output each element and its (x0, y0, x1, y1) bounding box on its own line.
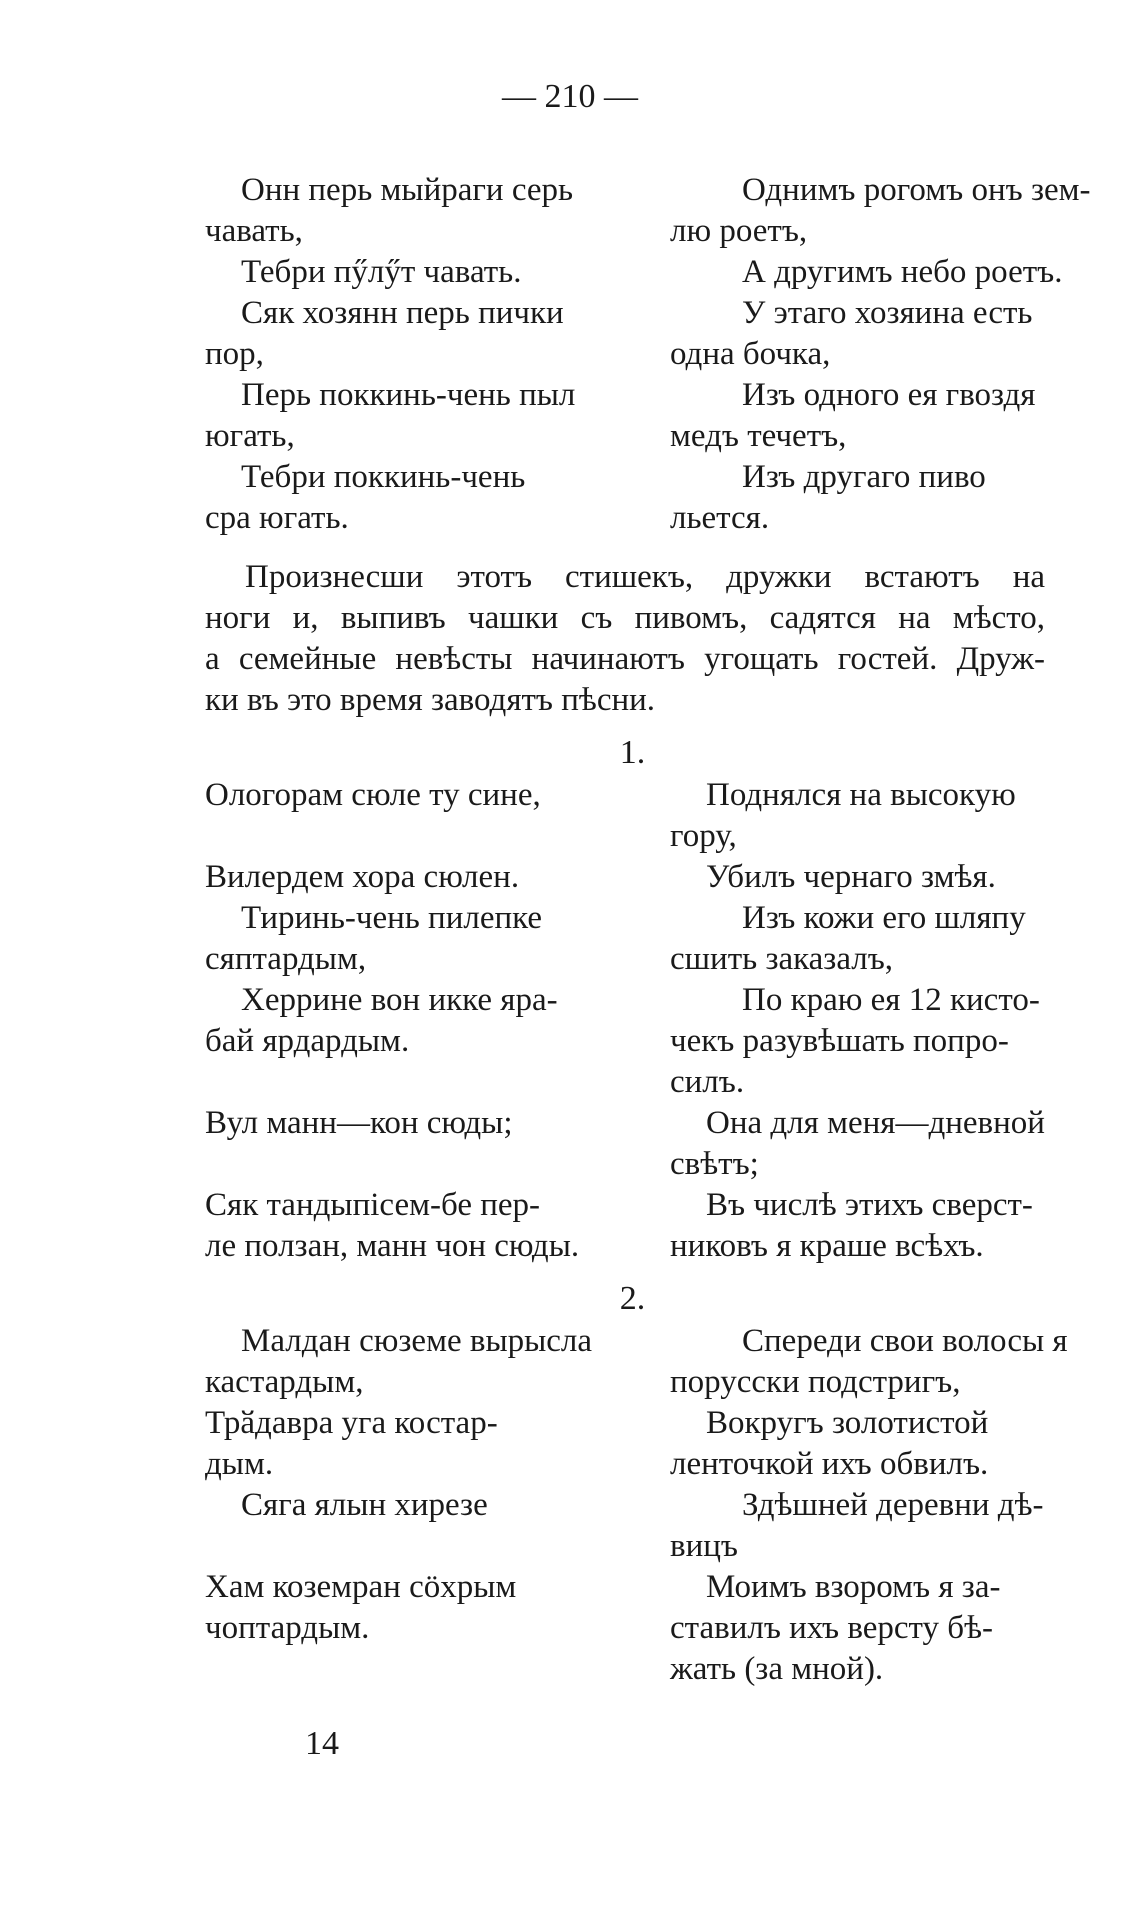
russian-line: А другимъ небо роетъ. (742, 254, 1063, 290)
verse-row (205, 1362, 1060, 1403)
chuvash-line: Ологорам сюле ту сине, (205, 777, 541, 813)
verse-row (205, 416, 1060, 457)
prose-line: а семейные невѣсты начинаютъ угощать гостей. Друж- (205, 641, 1045, 677)
russian-line: Изъ одного ея гвоздя (742, 377, 1036, 413)
verse-row (205, 1649, 1060, 1690)
verse-row (205, 1321, 1068, 1362)
chuvash-line: Перь поккинь-чень пыл (241, 377, 576, 413)
russian-line: Она для меня—дневной (706, 1105, 1045, 1141)
chuvash-line (205, 816, 670, 857)
verse-row (205, 498, 1060, 539)
russian-line: Убилъ чернаго змѣя. (706, 859, 996, 895)
verse-row (205, 1608, 1060, 1649)
russian-line: Однимъ рогомъ онъ зем- (742, 172, 1091, 208)
russian-line: лю роетъ, (670, 213, 808, 249)
chuvash-line: чоптардым. (205, 1610, 370, 1646)
verse-row (205, 1062, 1060, 1103)
russian-line: гору, (670, 818, 737, 854)
russian-line: свѣтъ; (670, 1146, 759, 1182)
verse-row (205, 170, 1091, 211)
chuvash-line: Сяк тандыпiсем-бе пер- (205, 1187, 541, 1223)
russian-line: порусски подстригъ, (670, 1364, 961, 1400)
russian-line: ленточкой ихъ обвилъ. (670, 1446, 989, 1482)
verse-row (205, 211, 1060, 252)
chuvash-line: Трӑдавра уга костар- (205, 1405, 498, 1441)
russian-line: силъ. (670, 1064, 745, 1100)
chuvash-line (205, 1649, 670, 1690)
russian-line: одна бочка, (670, 336, 831, 372)
chuvash-line: югать, (205, 418, 295, 454)
russian-line: жать (за мной). (670, 1651, 884, 1687)
prose-line: ки въ это время заводятъ пѣсни. (205, 682, 656, 718)
verse-block-song-1 (205, 775, 1060, 1267)
prose-paragraph (205, 557, 1045, 721)
chuvash-line: Вилердем хора сюлен. (205, 859, 520, 895)
signature-mark: 14 (305, 1725, 339, 1762)
verse-row (205, 375, 1060, 416)
chuvash-line: Тебри пӳлӳт чавать. (241, 254, 522, 290)
chuvash-line: Малдан сюземе вырысла (241, 1323, 593, 1359)
verse-row (205, 1144, 1060, 1185)
russian-line: медъ течетъ, (670, 418, 847, 454)
page-number: — 210 — (502, 78, 638, 115)
chuvash-line: Херрине вон икке яра- (241, 982, 558, 1018)
chuvash-line (205, 1526, 670, 1567)
prose-line: Произнесши этотъ стишекъ, дружки встаютъ на (245, 559, 1045, 595)
russian-line: сшить заказалъ, (670, 941, 894, 977)
chuvash-line: кастардым, (205, 1364, 364, 1400)
verse-row (205, 939, 1060, 980)
russian-line: Въ числѣ этихъ сверст- (706, 1187, 1033, 1223)
verse-block-song-2 (205, 1321, 1068, 1690)
section-number-2: 2. (619, 1280, 646, 1317)
chuvash-line: Сяк хозянн перь пички (241, 295, 564, 331)
verse-row (205, 980, 1060, 1021)
section-number-1: 1. (619, 734, 646, 771)
russian-line: Изъ другаго пиво (742, 459, 986, 495)
chuvash-line: дым. (205, 1446, 274, 1482)
verse-row (205, 816, 1060, 857)
russian-line: ставилъ ихъ версту бѣ- (670, 1610, 993, 1646)
russian-line: вицъ (670, 1528, 738, 1564)
chuvash-line: сра югать. (205, 500, 349, 536)
chuvash-line: бай ярдардым. (205, 1023, 410, 1059)
verse-block-intro (205, 170, 1091, 539)
russian-line: льется. (670, 500, 770, 536)
chuvash-line: Сяга ялын хирезе (241, 1487, 488, 1523)
russian-line: никовъ я краше всѣхъ. (670, 1228, 984, 1264)
verse-row (205, 1403, 1060, 1444)
chuvash-line: пор, (205, 336, 264, 372)
chuvash-line: сяптардым, (205, 941, 367, 977)
verse-row (205, 457, 1060, 498)
russian-line: Изъ кожи его шляпу (742, 900, 1026, 936)
russian-line: Вокругъ золотистой (706, 1405, 989, 1441)
chuvash-line: чавать, (205, 213, 303, 249)
verse-row (205, 1444, 1060, 1485)
chuvash-line: Тебри поккинь-чень (241, 459, 526, 495)
verse-row (205, 334, 1060, 375)
russian-line: Спереди свои волосы я (742, 1323, 1068, 1359)
russian-line: Здѣшней деревни дѣ- (742, 1487, 1044, 1523)
chuvash-line: Хам коземран сöхрым (205, 1569, 517, 1605)
chuvash-line (205, 1144, 670, 1185)
verse-row (205, 1485, 1060, 1526)
verse-row (205, 898, 1060, 939)
russian-line: У этаго хозяина есть (742, 295, 1033, 331)
chuvash-line: Вул манн—кон сюды; (205, 1105, 513, 1141)
verse-row (205, 293, 1060, 334)
verse-row (205, 1226, 1060, 1267)
russian-line: Моимъ взоромъ я за- (706, 1569, 1001, 1605)
chuvash-line: ле ползан, манн чон сюды. (205, 1228, 580, 1264)
text-body (205, 170, 1091, 1690)
verse-row (205, 252, 1063, 293)
verse-row (205, 857, 1060, 898)
verse-row (205, 1185, 1060, 1226)
verse-row (205, 775, 1060, 816)
russian-line: По краю ея 12 кисто- (742, 982, 1040, 1018)
chuvash-line (205, 1062, 670, 1103)
verse-row (205, 1103, 1060, 1144)
verse-row (205, 1021, 1060, 1062)
chuvash-line: Тиринь-чень пилепке (241, 900, 543, 936)
russian-line: чекъ разувѣшать попро- (670, 1023, 1009, 1059)
chuvash-line: Онн перь мыйраги серь (241, 172, 574, 208)
verse-row (205, 1567, 1060, 1608)
prose-line: ноги и, выпивъ чашки съ пивомъ, садятся на мѣсто, (205, 600, 1045, 636)
verse-row (205, 1526, 1060, 1567)
russian-line: Поднялся на высокую (706, 777, 1016, 813)
